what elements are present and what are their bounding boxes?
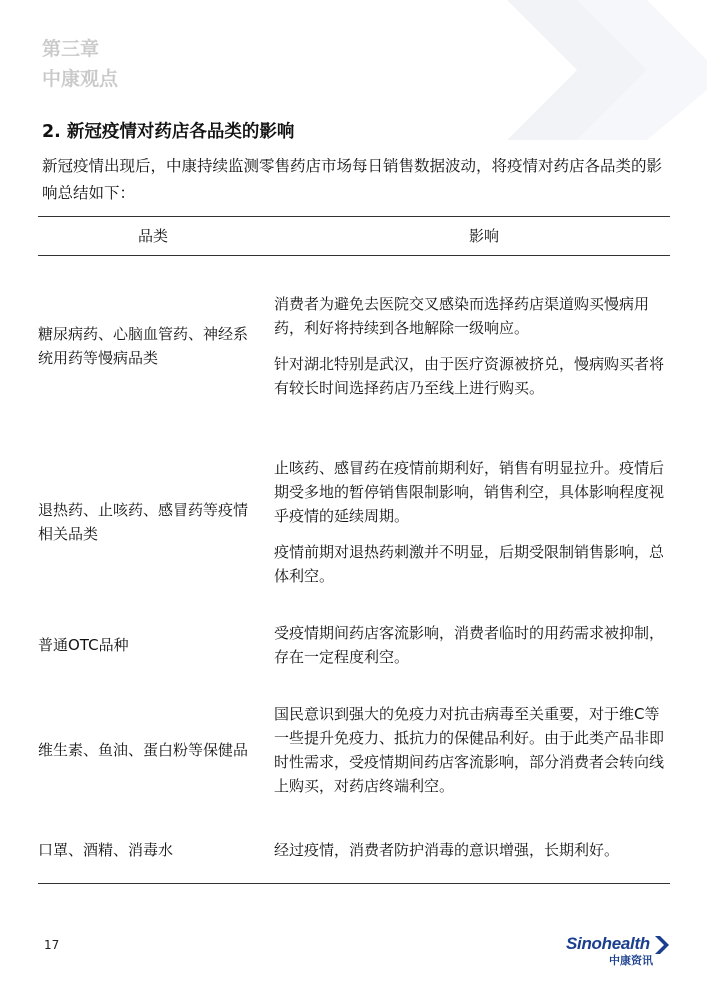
chapter-number: 第三章: [42, 38, 100, 60]
impact-cell: [268, 256, 670, 436]
impact-text: 疫情前期对退热药刺激并不明显，后期受限制销售影响，总体利空。: [274, 542, 665, 585]
impact-text: 受疫情期间药店客流影响，消费者临时的用药需求被抑制，存在一定程度利空。: [274, 623, 665, 666]
impact-text: 止咳药、感冒药在疫情前期利好，销售有明显拉升。疫情后期受多地的暂停销售限制影响，销售利空，具体影响程度视乎疫情的延续周期。: [274, 458, 665, 525]
logo-text-en: Sinohealth: [566, 934, 650, 953]
table-row: [38, 682, 670, 818]
category-cell: 退热药、止咳药、感冒药等疫情相关品类: [38, 500, 249, 543]
category-cell: 糖尿病药、心脑血管药、神经系统用药等慢病品类: [38, 324, 249, 367]
header-impact: 影响: [468, 227, 499, 245]
impact-text: 针对湖北特别是武汉，由于医疗资源被挤兑，慢病购买者将有较长时间选择药店乃至线上进行购买。: [274, 354, 665, 397]
intro-paragraph: 新冠疫情出现后，中康持续监测零售药店市场每日销售数据波动，将疫情对药店各品类的影响总结如下：: [42, 157, 663, 202]
impact-table: [38, 216, 670, 884]
logo-text-cn: 中康资讯: [609, 953, 653, 967]
table-row: [38, 256, 670, 436]
logo-mark-icon: [655, 936, 669, 954]
section-heading: 2. 新冠疫情对药店各品类的影响: [42, 122, 295, 142]
header-category: 品类: [137, 227, 168, 245]
category-cell: 口罩、酒精、消毒水: [38, 841, 174, 860]
chapter-label: [42, 34, 118, 94]
page-number: 17: [44, 938, 60, 952]
table-header-row: [38, 217, 670, 256]
decorative-chevron: [447, 0, 707, 140]
impact-text: 消费者为避免去医院交叉感染而选择药店渠道购买慢病用药，利好将持续到各地解除一级响应。: [274, 294, 650, 337]
impact-cell: [268, 818, 670, 884]
category-cell: 维生素、鱼油、蛋白粉等保健品: [38, 740, 249, 759]
impact-cell: [268, 682, 670, 818]
table-row: [38, 436, 670, 608]
table-row: [38, 608, 670, 682]
impact-cell: [268, 608, 670, 682]
impact-cell: [268, 436, 670, 608]
category-cell: 普通OTC品种: [38, 635, 129, 654]
impact-text: 经过疫情，消费者防护消毒的意识增强，长期利好。: [274, 841, 620, 860]
table-row: [38, 818, 670, 884]
impact-text: 国民意识到强大的免疫力对抗击病毒至关重要，对于维C等一些提升免疫力、抵抗力的保健品利好。由于此类产品非即时性需求，受疫情期间药店客流影响，部分消费者会转向线上购买，对药店终端利空。: [274, 704, 665, 795]
sinohealth-logo: [566, 934, 669, 968]
chapter-title: 中康观点: [42, 68, 119, 90]
